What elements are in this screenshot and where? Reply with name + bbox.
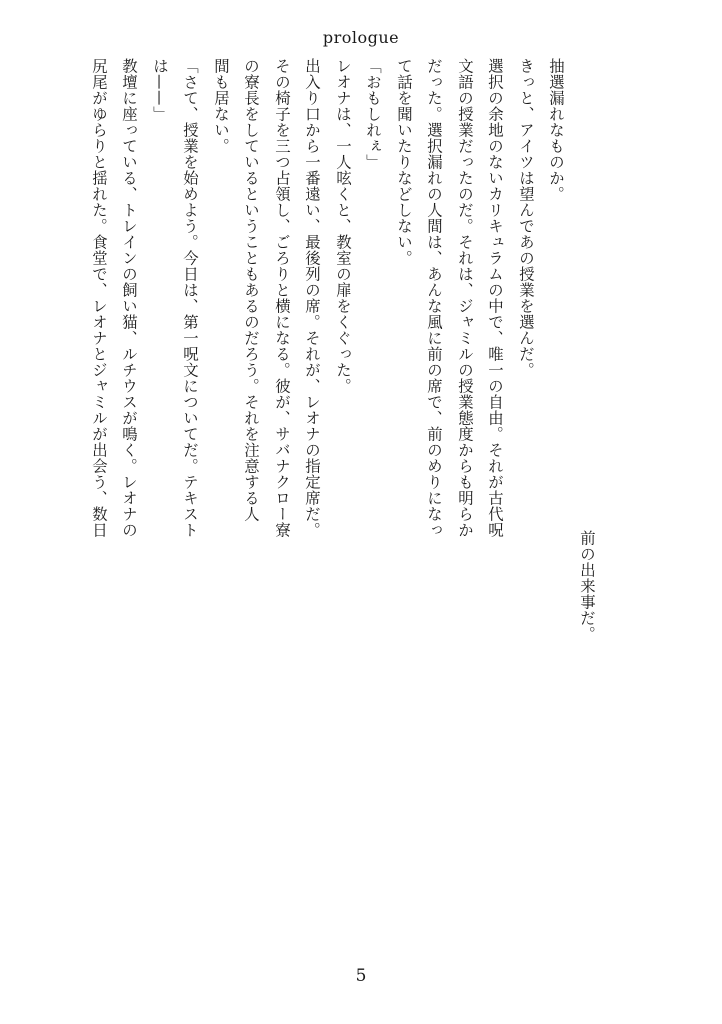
page-number: 5 [355, 966, 367, 986]
text-column: 選択の余地のないカリキュラムの中で、唯一の自由。それが古代呪 [486, 58, 504, 538]
text-column: 抽選漏れなものか。 [547, 58, 565, 202]
text-column: 間も居ない。 [212, 58, 230, 154]
running-header: prologue [322, 28, 400, 47]
text-column: 「おもしれぇ」 [364, 58, 382, 170]
text-column: レオナは、一人呟くと、教室の扉をくぐった。 [334, 58, 352, 394]
text-column: きっと、アイツは望んであの授業を選んだ。 [517, 58, 535, 378]
text-column: だった。選択漏れの人間は、あんな風に前の席で、前のめりになっ [425, 58, 443, 538]
text-column: の寮長をしているということもあるのだろう。それを注意する人 [242, 58, 260, 522]
text-column: は——」 [151, 58, 169, 122]
text-column: 前の出来事だ。 [578, 530, 596, 642]
text-column: 「さて、授業を始めよう。今日は、第一呪文についてだ。テキスト [181, 58, 199, 538]
text-column: 出入り口から一番遠い、最後列の席。それが、レオナの指定席だ。 [303, 58, 321, 538]
text-column: 文語の授業だったのだ。それは、ジャミルの授業態度からも明らか [456, 58, 474, 538]
text-column: 尻尾がゆらりと揺れた。食堂で、レオナとジャミルが出会う、数日 [90, 58, 108, 538]
text-column: 教壇に座っている、トレインの飼い猫、ルチウスが鳴く。レオナの [120, 58, 138, 538]
text-column: て話を聞いたりなどしない。 [395, 58, 413, 266]
text-column: その椅子を三つ占領し、ごろりと横になる。彼が、サバナクロー寮 [273, 58, 291, 538]
